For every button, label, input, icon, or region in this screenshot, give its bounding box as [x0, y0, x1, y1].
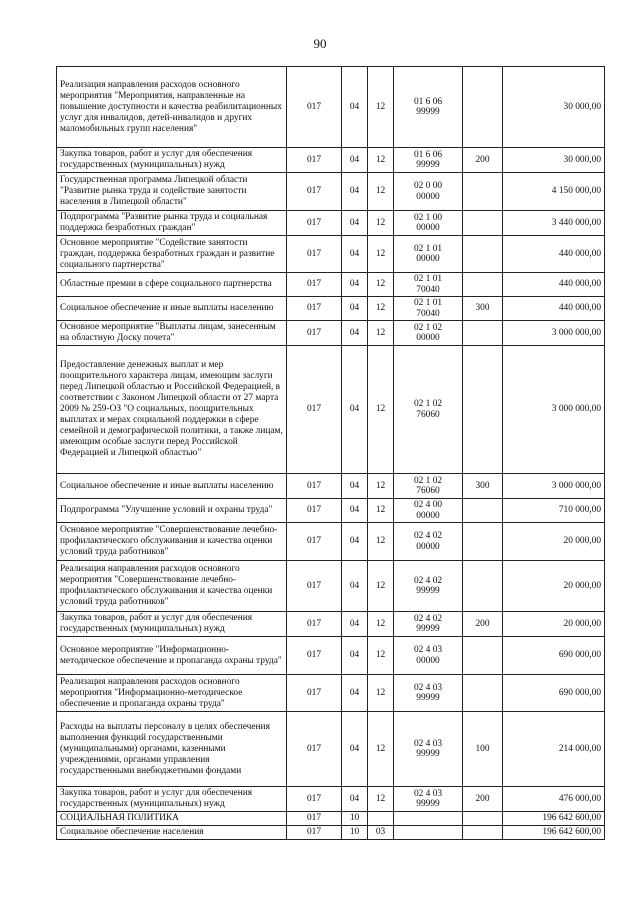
department-code-cell: 017	[287, 499, 342, 523]
section-code-cell: 10	[342, 826, 368, 840]
department-code-cell: 017	[287, 561, 342, 612]
target-article-code-line1: 02 0 00	[413, 181, 443, 191]
amount-cell: 710 000,00	[503, 499, 605, 523]
expense-name-cell: Реализация направления расходов основного мероприятия "Совершенствование лечебно-профилактического обслуживания и качества оценки условий труда работников"	[57, 561, 287, 612]
amount-cell: 440 000,00	[503, 236, 605, 273]
target-article-code-line1: 01 6 06	[413, 149, 443, 160]
department-code-cell: 017	[287, 675, 342, 712]
section-code-cell: 04	[342, 712, 368, 787]
expense-name-cell: Основное мероприятие "Совершенствование лечебно-профилактического обслуживания и качества оценки условий труда работников"	[57, 523, 287, 561]
target-article-code-line2: 00000	[416, 541, 440, 552]
table-row	[57, 67, 605, 148]
expense-name-cell: Реализация направления расходов основного мероприятия "Информационно-методическое обеспечение и пропаганда охраны труда"	[57, 675, 287, 712]
target-article-code-line2: 76060	[416, 409, 440, 420]
expense-type-code-cell: 200	[463, 612, 503, 637]
expense-name-cell: Расходы на выплаты персоналу в целях обеспечения выполнения функций государственными (муниципальными) органами, казенными учреждениями, органами управления государственными внебюджетными фондами	[57, 712, 287, 787]
section-code-cell: 04	[342, 273, 368, 297]
target-article-code-line1: 02 4 02	[413, 613, 443, 624]
amount-cell: 196 642 600,00	[503, 812, 605, 826]
expense-type-code-cell: 300	[463, 474, 503, 499]
amount-cell: 3 440 000,00	[503, 211, 605, 236]
table-row	[57, 499, 605, 523]
expense-type-code-cell	[463, 675, 503, 712]
table-row	[57, 637, 605, 675]
department-code-cell: 017	[287, 346, 342, 474]
table-row	[57, 211, 605, 236]
amount-cell: 690 000,00	[503, 637, 605, 675]
expense-name-cell: Закупка товаров, работ и услуг для обеспечения государственных (муниципальных) нужд	[57, 612, 287, 637]
target-article-code-cell	[394, 826, 463, 840]
section-code-cell: 04	[342, 675, 368, 712]
target-article-code-line1: 02 4 03	[413, 645, 443, 655]
budget-table	[56, 66, 605, 840]
amount-cell: 20 000,00	[503, 612, 605, 637]
target-article-code-line1: 02 1 01	[413, 298, 443, 308]
subsection-code-cell: 12	[368, 273, 394, 297]
target-article-code-cell	[394, 474, 463, 499]
department-code-cell: 017	[287, 297, 342, 321]
department-code-cell: 017	[287, 236, 342, 273]
subsection-code-cell: 03	[368, 826, 394, 840]
subsection-code-cell: 12	[368, 499, 394, 523]
expense-name-cell: Областные премии в сфере социального партнерства	[57, 273, 287, 297]
target-article-code-cell	[394, 297, 463, 321]
subsection-code-cell: 12	[368, 297, 394, 321]
subsection-code-cell: 12	[368, 787, 394, 812]
table-row	[57, 346, 605, 474]
page-number: 90	[313, 36, 327, 51]
amount-cell: 476 000,00	[503, 787, 605, 812]
table-row	[57, 826, 605, 840]
target-article-code-line1: 02 1 02	[413, 322, 443, 333]
subsection-code-cell	[368, 812, 394, 826]
expense-name-cell: Государственная программа Липецкой области "Развитие рынка труда и содействие занятости населения в Липецкой области"	[57, 173, 287, 211]
table-row	[57, 787, 605, 812]
target-article-code-line1: 02 1 02	[413, 475, 443, 486]
amount-cell: 3 000 000,00	[503, 346, 605, 474]
expense-name-cell: СОЦИАЛЬНАЯ ПОЛИТИКА	[57, 812, 287, 826]
expense-type-code-cell	[463, 173, 503, 211]
target-article-code-line1: 02 4 02	[413, 575, 443, 586]
target-article-code-cell	[394, 273, 463, 297]
target-article-code-cell	[394, 173, 463, 211]
target-article-code-cell	[394, 812, 463, 826]
target-article-code-cell	[394, 346, 463, 474]
target-article-code-line1: 02 4 03	[413, 738, 443, 749]
amount-cell: 20 000,00	[503, 561, 605, 612]
target-article-code-cell	[394, 523, 463, 561]
target-article-code-line1: 02 4 03	[413, 788, 443, 799]
section-code-cell: 04	[342, 523, 368, 561]
target-article-code-line2: 99999	[416, 693, 440, 703]
target-article-code-line2: 99999	[416, 586, 440, 596]
expense-name-cell: Социальное обеспечение и иные выплаты населению	[57, 474, 287, 499]
table-row	[57, 173, 605, 211]
subsection-code-cell: 12	[368, 712, 394, 787]
target-article-code-line1: 02 4 02	[413, 531, 443, 541]
department-code-cell: 017	[287, 211, 342, 236]
target-article-code-line2: 00000	[416, 333, 440, 343]
amount-cell: 440 000,00	[503, 273, 605, 297]
section-code-cell: 10	[342, 812, 368, 826]
section-code-cell: 04	[342, 346, 368, 474]
table-row	[57, 712, 605, 787]
expense-name-cell: Основное мероприятие "Выплаты лицам, занесенным на областную Доску почета"	[57, 321, 287, 346]
department-code-cell: 017	[287, 67, 342, 148]
subsection-code-cell: 12	[368, 474, 394, 499]
expense-type-code-cell	[463, 523, 503, 561]
expense-name-cell: Предоставление денежных выплат и мер поощрительного характера лицам, имеющим заслуги перед Липецкой областью и Российской Федерацией, в соответствии с Законом Липецкой области от 27 марта 2009 № 259-ОЗ "О социальных, поощрительных выплатах и мерах социальной поддержки в сфере семейной и демографической политики, а также лицам, имеющим особые заслуги перед Российской Федерацией и Липецкой областью"	[57, 346, 287, 474]
expense-name-cell: Основное мероприятие "Содействие занятости граждан, поддержка безработных граждан и развитие социального партнерства"	[57, 236, 287, 273]
department-code-cell: 017	[287, 787, 342, 812]
department-code-cell: 017	[287, 612, 342, 637]
target-article-code-cell	[394, 787, 463, 812]
expense-name-cell: Социальное обеспечение и иные выплаты населению	[57, 297, 287, 321]
expense-name-cell: Закупка товаров, работ и услуг для обеспечения государственных (муниципальных) нужд	[57, 787, 287, 812]
expense-type-code-cell	[463, 273, 503, 297]
subsection-code-cell: 12	[368, 612, 394, 637]
expense-type-code-cell: 200	[463, 148, 503, 173]
target-article-code-line1: 02 4 03	[413, 682, 443, 693]
department-code-cell: 017	[287, 474, 342, 499]
department-code-cell: 017	[287, 173, 342, 211]
section-code-cell: 04	[342, 67, 368, 148]
section-code-cell: 04	[342, 637, 368, 675]
subsection-code-cell: 12	[368, 67, 394, 148]
expense-type-code-cell	[463, 812, 503, 826]
expense-type-code-cell	[463, 346, 503, 474]
table-row	[57, 523, 605, 561]
department-code-cell: 017	[287, 637, 342, 675]
subsection-code-cell: 12	[368, 675, 394, 712]
expense-name-cell: Подпрограмма "Улучшение условий и охраны труда"	[57, 499, 287, 523]
target-article-code-cell	[394, 67, 463, 148]
amount-cell: 690 000,00	[503, 675, 605, 712]
amount-cell: 20 000,00	[503, 523, 605, 561]
target-article-code-cell	[394, 211, 463, 236]
expense-type-code-cell	[463, 826, 503, 840]
section-code-cell: 04	[342, 211, 368, 236]
section-code-cell: 04	[342, 499, 368, 523]
expense-name-cell: Социальное обеспечение населения	[57, 826, 287, 840]
target-article-code-line2: 76060	[416, 486, 440, 496]
target-article-code-cell	[394, 236, 463, 273]
section-code-cell: 04	[342, 321, 368, 346]
table-row	[57, 812, 605, 826]
amount-cell: 196 642 600,00	[503, 826, 605, 840]
target-article-code-line2: 00000	[416, 223, 440, 233]
target-article-code-line1: 02 4 00	[413, 500, 443, 510]
target-article-code-line2: 99999	[416, 799, 440, 809]
expense-type-code-cell: 300	[463, 297, 503, 321]
table-row	[57, 148, 605, 173]
subsection-code-cell: 12	[368, 346, 394, 474]
section-code-cell: 04	[342, 474, 368, 499]
subsection-code-cell: 12	[368, 173, 394, 211]
department-code-cell: 017	[287, 523, 342, 561]
subsection-code-cell: 12	[368, 148, 394, 173]
section-code-cell: 04	[342, 612, 368, 637]
target-article-code-cell	[394, 499, 463, 523]
amount-cell: 3 000 000,00	[503, 321, 605, 346]
expense-type-code-cell	[463, 321, 503, 346]
expense-type-code-cell: 200	[463, 787, 503, 812]
department-code-cell: 017	[287, 712, 342, 787]
expense-type-code-cell	[463, 67, 503, 148]
subsection-code-cell: 12	[368, 321, 394, 346]
target-article-code-line2: 00000	[416, 510, 440, 521]
amount-cell: 3 000 000,00	[503, 474, 605, 499]
expense-type-code-cell	[463, 236, 503, 273]
target-article-code-line2: 70040	[416, 308, 440, 319]
table-body	[57, 67, 605, 840]
section-code-cell: 04	[342, 236, 368, 273]
target-article-code-line1: 02 1 01	[413, 274, 443, 284]
table-row	[57, 474, 605, 499]
target-article-code-line2: 70040	[416, 284, 440, 295]
department-code-cell: 017	[287, 273, 342, 297]
section-code-cell: 04	[342, 148, 368, 173]
target-article-code-line2: 99999	[416, 624, 440, 634]
amount-cell: 214 000,00	[503, 712, 605, 787]
target-article-code-line1: 01 6 06	[413, 96, 443, 107]
department-code-cell: 017	[287, 826, 342, 840]
table-row	[57, 297, 605, 321]
target-article-code-line1: 02 1 00	[413, 212, 443, 223]
expense-type-code-cell	[463, 499, 503, 523]
department-code-cell: 017	[287, 148, 342, 173]
subsection-code-cell: 12	[368, 523, 394, 561]
expense-name-cell: Подпрограмма "Развитие рынка труда и социальная поддержка безработных граждан"	[57, 211, 287, 236]
subsection-code-cell: 12	[368, 236, 394, 273]
amount-cell: 440 000,00	[503, 297, 605, 321]
subsection-code-cell: 12	[368, 561, 394, 612]
expense-type-code-cell: 100	[463, 712, 503, 787]
target-article-code-line2: 00000	[416, 254, 440, 264]
target-article-code-cell	[394, 321, 463, 346]
amount-cell: 30 000,00	[503, 148, 605, 173]
table-row	[57, 561, 605, 612]
table-row	[57, 236, 605, 273]
section-code-cell: 04	[342, 173, 368, 211]
table-row	[57, 675, 605, 712]
expense-type-code-cell	[463, 211, 503, 236]
section-code-cell: 04	[342, 787, 368, 812]
target-article-code-line2: 00000	[416, 191, 440, 202]
table-row	[57, 273, 605, 297]
target-article-code-cell	[394, 612, 463, 637]
target-article-code-cell	[394, 675, 463, 712]
section-code-cell: 04	[342, 297, 368, 321]
target-article-code-cell	[394, 561, 463, 612]
target-article-code-line2: 99999	[416, 749, 440, 759]
amount-cell: 4 150 000,00	[503, 173, 605, 211]
subsection-code-cell: 12	[368, 637, 394, 675]
expense-type-code-cell	[463, 637, 503, 675]
target-article-code-line2: 99999	[416, 160, 440, 170]
subsection-code-cell: 12	[368, 211, 394, 236]
target-article-code-line1: 02 1 02	[413, 399, 443, 409]
table-row	[57, 321, 605, 346]
target-article-code-cell	[394, 637, 463, 675]
target-article-code-cell	[394, 148, 463, 173]
section-code-cell: 04	[342, 561, 368, 612]
expense-name-cell: Основное мероприятие "Информационно-методическое обеспечение и пропаганда охраны труда"	[57, 637, 287, 675]
department-code-cell: 017	[287, 812, 342, 826]
target-article-code-line2: 99999	[416, 107, 440, 117]
table-row	[57, 612, 605, 637]
target-article-code-cell	[394, 712, 463, 787]
expense-name-cell: Закупка товаров, работ и услуг для обеспечения государственных (муниципальных) нужд	[57, 148, 287, 173]
expense-type-code-cell	[463, 561, 503, 612]
target-article-code-line2: 00000	[416, 655, 440, 666]
department-code-cell: 017	[287, 321, 342, 346]
expense-name-cell: Реализация направления расходов основного мероприятия "Мероприятия, направленные на повышение доступности и качества реабилитационных услуг для инвалидов, детей-инвалидов и других маломобильных групп населения"	[57, 67, 287, 148]
amount-cell: 30 000,00	[503, 67, 605, 148]
target-article-code-line1: 02 1 01	[413, 243, 443, 254]
